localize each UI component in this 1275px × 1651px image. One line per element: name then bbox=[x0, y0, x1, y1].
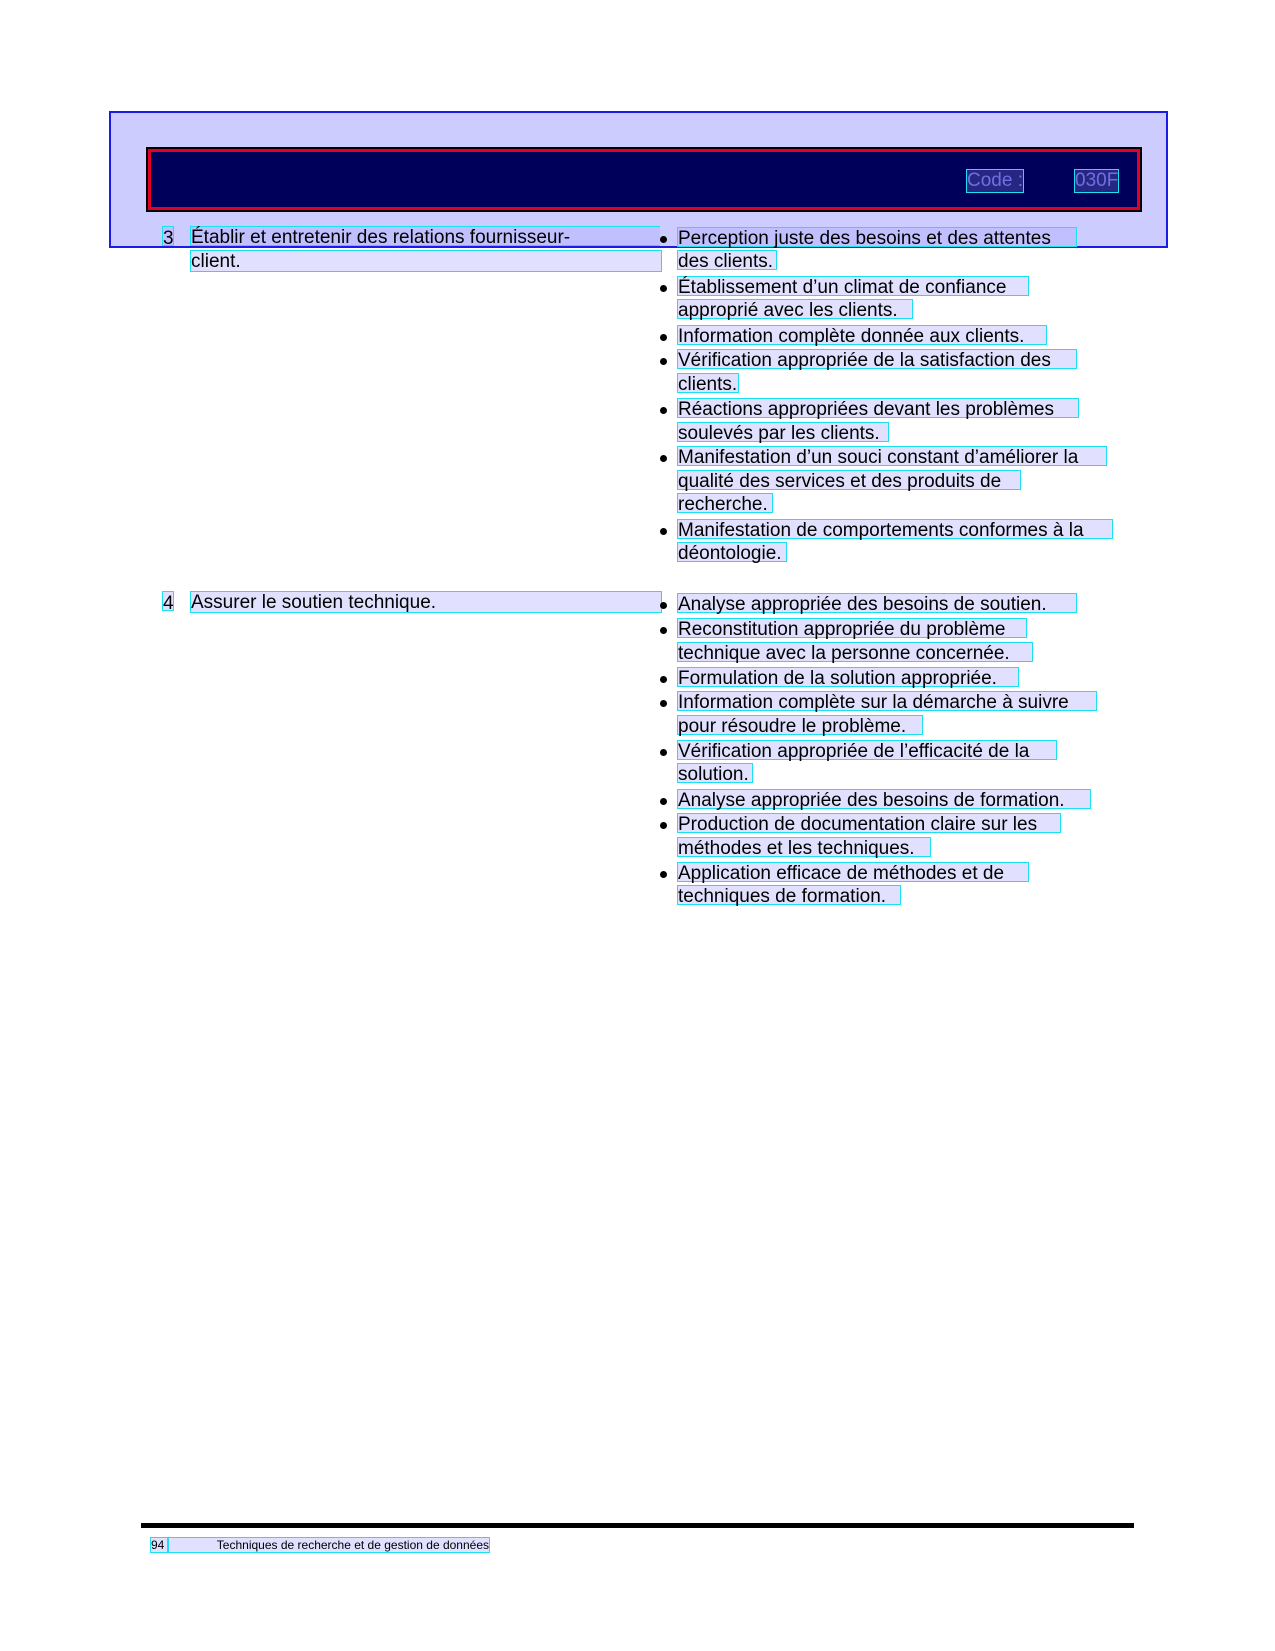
criterion-line: Production de documentation claire sur les bbox=[677, 813, 1061, 833]
criterion-line: qualité des services et des produits de bbox=[677, 470, 1021, 490]
criterion-line: déontologie. bbox=[677, 542, 787, 562]
criterion-line: clients. bbox=[678, 374, 738, 395]
criterion-line: pour résoudre le problème. bbox=[677, 715, 923, 735]
criterion-line: Formulation de la solution appropriée. bbox=[677, 667, 1019, 687]
bullet bbox=[660, 334, 667, 341]
footer-rule bbox=[141, 1523, 1134, 1528]
page-number: 94 bbox=[150, 1537, 168, 1553]
code-label: Code : bbox=[967, 170, 1023, 191]
bullet bbox=[660, 455, 667, 462]
criterion-line: Réactions appropriées devant les problèmes bbox=[677, 398, 1079, 418]
bullet bbox=[660, 285, 667, 292]
criterion-line: soulevés par les clients. bbox=[677, 422, 889, 442]
criterion-line: Manifestation d’un souci constant d’améliorer la bbox=[677, 446, 1107, 466]
bullet bbox=[660, 358, 667, 365]
bullet bbox=[660, 528, 667, 535]
bullet bbox=[660, 798, 667, 805]
criterion-line: Manifestation de comportements conformes à la bbox=[677, 519, 1113, 539]
bullet bbox=[660, 627, 667, 634]
criterion-line: Vérification appropriée de l’efficacité de la bbox=[677, 740, 1057, 760]
criterion-line: Application efficace de méthodes et de bbox=[677, 862, 1029, 882]
bullet bbox=[660, 236, 667, 243]
competency-number: 4 bbox=[163, 593, 174, 614]
criterion-line: Perception juste des besoins et des attentes bbox=[677, 227, 1077, 247]
criterion-line: Analyse appropriée des besoins de formation. bbox=[677, 789, 1091, 809]
criterion-line: solution. bbox=[677, 763, 753, 783]
bullet bbox=[660, 700, 667, 707]
criterion-line: Information complète donnée aux clients. bbox=[677, 325, 1047, 345]
criterion-line: Vérification appropriée de la satisfaction des bbox=[677, 349, 1077, 369]
criterion-line: méthodes et les techniques. bbox=[677, 837, 931, 857]
bullet bbox=[660, 871, 667, 878]
code-value: 030F bbox=[1075, 170, 1119, 191]
criterion-line: approprié avec les clients. bbox=[677, 299, 913, 319]
bullet bbox=[660, 749, 667, 756]
competency-statement-line: Assurer le soutien technique. bbox=[190, 591, 662, 613]
competency-statement-line: Établir et entretenir des relations fournisseur- bbox=[190, 226, 660, 246]
bullet bbox=[660, 822, 667, 829]
criterion-line: Établissement d’un climat de confiance bbox=[677, 276, 1029, 296]
bullet bbox=[660, 407, 667, 414]
bullet bbox=[660, 602, 667, 609]
criterion-line: techniques de formation. bbox=[677, 885, 901, 905]
criterion-line: Analyse appropriée des besoins de soutien. bbox=[677, 593, 1077, 613]
bullet bbox=[660, 676, 667, 683]
competency-number: 3 bbox=[163, 228, 174, 249]
criterion-line: Reconstitution appropriée du problème bbox=[677, 618, 1027, 638]
criterion-line: recherche. bbox=[677, 493, 773, 513]
criterion-line: technique avec la personne concernée. bbox=[677, 642, 1033, 662]
footer-title: Techniques de recherche et de gestion de données bbox=[168, 1537, 490, 1553]
criterion-line: des clients. bbox=[677, 250, 777, 270]
criterion-line: Information complète sur la démarche à suivre bbox=[677, 691, 1097, 711]
competency-statement-line: client. bbox=[190, 250, 662, 272]
